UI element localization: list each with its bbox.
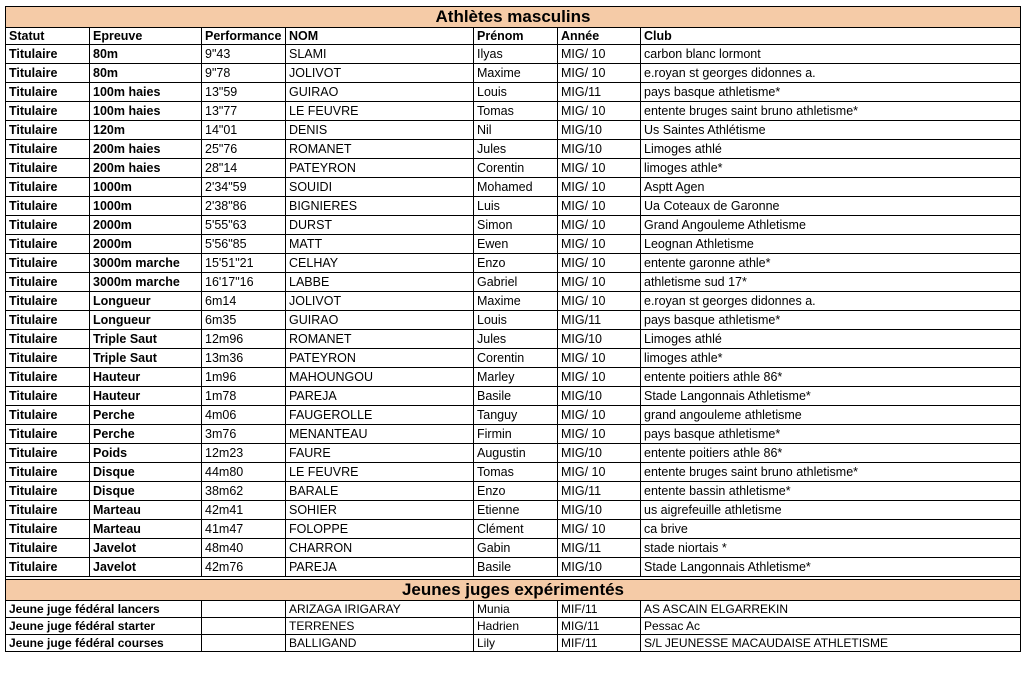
judge-cell-prenom: Hadrien — [474, 618, 558, 635]
judge-row — [6, 601, 1021, 618]
judge-cell-blank — [202, 635, 286, 652]
cell-nom: DENIS — [286, 121, 474, 140]
cell-performance: 14"01 — [202, 121, 286, 140]
cell-prenom: Louis — [474, 83, 558, 102]
cell-epreuve: 120m — [90, 121, 202, 140]
cell-club: pays basque athletisme* — [641, 311, 1021, 330]
athlete-row — [6, 406, 1021, 425]
cell-nom: PATEYRON — [286, 349, 474, 368]
judge-cell-annee: MIF/11 — [558, 601, 641, 618]
cell-epreuve: Marteau — [90, 501, 202, 520]
cell-performance: 2'34"59 — [202, 178, 286, 197]
judges-title: Jeunes juges expérimentés — [6, 580, 1021, 601]
cell-prenom: Tomas — [474, 102, 558, 121]
cell-statut: Titulaire — [6, 558, 90, 577]
cell-epreuve: Perche — [90, 425, 202, 444]
cell-performance: 15'51"21 — [202, 254, 286, 273]
results-sheet — [5, 6, 1021, 652]
cell-performance: 5'56"85 — [202, 235, 286, 254]
athlete-row — [6, 558, 1021, 577]
cell-annee: MIG/10 — [558, 501, 641, 520]
athlete-row — [6, 45, 1021, 64]
cell-nom: LE FEUVRE — [286, 102, 474, 121]
cell-performance: 44m80 — [202, 463, 286, 482]
cell-prenom: Etienne — [474, 501, 558, 520]
judge-row — [6, 618, 1021, 635]
cell-prenom: Firmin — [474, 425, 558, 444]
cell-nom: CHARRON — [286, 539, 474, 558]
cell-annee: MIG/ 10 — [558, 349, 641, 368]
athlete-row — [6, 292, 1021, 311]
cell-nom: SOHIER — [286, 501, 474, 520]
judge-cell-role: Jeune juge fédéral lancers — [6, 601, 202, 618]
cell-prenom: Tanguy — [474, 406, 558, 425]
cell-performance: 38m62 — [202, 482, 286, 501]
cell-performance: 13"77 — [202, 102, 286, 121]
athlete-row — [6, 121, 1021, 140]
cell-club: e.royan st georges didonnes a. — [641, 64, 1021, 83]
athlete-row — [6, 501, 1021, 520]
cell-nom: FOLOPPE — [286, 520, 474, 539]
athlete-row — [6, 254, 1021, 273]
judge-cell-blank — [202, 618, 286, 635]
cell-statut: Titulaire — [6, 482, 90, 501]
athlete-row — [6, 216, 1021, 235]
cell-club: Limoges athlé — [641, 330, 1021, 349]
athlete-row — [6, 311, 1021, 330]
cell-nom: LE FEUVRE — [286, 463, 474, 482]
cell-club: Asptt Agen — [641, 178, 1021, 197]
cell-statut: Titulaire — [6, 83, 90, 102]
cell-prenom: Ilyas — [474, 45, 558, 64]
header-prenom: Prénom — [474, 28, 558, 45]
header-statut: Statut — [6, 28, 90, 45]
cell-club: Us Saintes Athlétisme — [641, 121, 1021, 140]
cell-nom: MATT — [286, 235, 474, 254]
judges-title-row — [6, 580, 1021, 601]
cell-club: pays basque athletisme* — [641, 83, 1021, 102]
cell-epreuve: Marteau — [90, 520, 202, 539]
judge-cell-prenom: Munia — [474, 601, 558, 618]
cell-prenom: Basile — [474, 558, 558, 577]
cell-prenom: Corentin — [474, 349, 558, 368]
cell-statut: Titulaire — [6, 178, 90, 197]
athlete-row — [6, 197, 1021, 216]
cell-nom: CELHAY — [286, 254, 474, 273]
cell-prenom: Gabriel — [474, 273, 558, 292]
cell-annee: MIG/11 — [558, 482, 641, 501]
cell-epreuve: 100m haies — [90, 83, 202, 102]
cell-epreuve: 2000m — [90, 235, 202, 254]
cell-statut: Titulaire — [6, 520, 90, 539]
judge-cell-club: Pessac Ac — [641, 618, 1021, 635]
cell-nom: SLAMI — [286, 45, 474, 64]
cell-annee: MIG/10 — [558, 387, 641, 406]
cell-prenom: Simon — [474, 216, 558, 235]
cell-performance: 42m41 — [202, 501, 286, 520]
cell-performance: 13m36 — [202, 349, 286, 368]
cell-nom: BIGNIERES — [286, 197, 474, 216]
athlete-row — [6, 349, 1021, 368]
cell-club: us aigrefeuille athletisme — [641, 501, 1021, 520]
athlete-row — [6, 463, 1021, 482]
judge-cell-club: AS ASCAIN ELGARREKIN — [641, 601, 1021, 618]
cell-annee: MIG/ 10 — [558, 463, 641, 482]
cell-prenom: Louis — [474, 311, 558, 330]
cell-statut: Titulaire — [6, 311, 90, 330]
cell-nom: BARALE — [286, 482, 474, 501]
cell-prenom: Enzo — [474, 254, 558, 273]
athlete-row — [6, 64, 1021, 83]
cell-performance: 9"78 — [202, 64, 286, 83]
cell-statut: Titulaire — [6, 425, 90, 444]
athletes-table — [5, 6, 1021, 652]
cell-performance: 3m76 — [202, 425, 286, 444]
header-club: Club — [641, 28, 1021, 45]
judge-cell-club: S/L JEUNESSE MACAUDAISE ATHLETISME — [641, 635, 1021, 652]
cell-statut: Titulaire — [6, 387, 90, 406]
athlete-row — [6, 444, 1021, 463]
cell-performance: 12m96 — [202, 330, 286, 349]
cell-epreuve: Disque — [90, 482, 202, 501]
cell-nom: GUIRAO — [286, 83, 474, 102]
cell-statut: Titulaire — [6, 273, 90, 292]
cell-statut: Titulaire — [6, 140, 90, 159]
cell-epreuve: Hauteur — [90, 387, 202, 406]
judge-cell-role: Jeune juge fédéral starter — [6, 618, 202, 635]
cell-prenom: Jules — [474, 330, 558, 349]
cell-prenom: Augustin — [474, 444, 558, 463]
cell-statut: Titulaire — [6, 368, 90, 387]
cell-epreuve: Disque — [90, 463, 202, 482]
cell-epreuve: 3000m marche — [90, 273, 202, 292]
cell-prenom: Mohamed — [474, 178, 558, 197]
cell-club: e.royan st georges didonnes a. — [641, 292, 1021, 311]
cell-nom: GUIRAO — [286, 311, 474, 330]
cell-epreuve: Javelot — [90, 558, 202, 577]
cell-epreuve: 3000m marche — [90, 254, 202, 273]
cell-club: carbon blanc lormont — [641, 45, 1021, 64]
cell-annee: MIG/ 10 — [558, 273, 641, 292]
header-epreuve: Epreuve — [90, 28, 202, 45]
cell-performance: 42m76 — [202, 558, 286, 577]
cell-performance: 1m78 — [202, 387, 286, 406]
cell-club: Limoges athlé — [641, 140, 1021, 159]
cell-epreuve: Poids — [90, 444, 202, 463]
cell-club: limoges athle* — [641, 349, 1021, 368]
cell-annee: MIG/ 10 — [558, 102, 641, 121]
judge-cell-annee: MIG/11 — [558, 618, 641, 635]
cell-club: Grand Angouleme Athletisme — [641, 216, 1021, 235]
title-row — [6, 7, 1021, 28]
cell-club: Leognan Athletisme — [641, 235, 1021, 254]
cell-nom: SOUIDI — [286, 178, 474, 197]
athlete-row — [6, 425, 1021, 444]
cell-nom: FAUGEROLLE — [286, 406, 474, 425]
cell-performance: 2'38"86 — [202, 197, 286, 216]
cell-nom: LABBE — [286, 273, 474, 292]
cell-performance: 1m96 — [202, 368, 286, 387]
cell-statut: Titulaire — [6, 197, 90, 216]
cell-club: Stade Langonnais Athletisme* — [641, 558, 1021, 577]
cell-annee: MIG/ 10 — [558, 368, 641, 387]
header-row — [6, 28, 1021, 45]
cell-annee: MIG/ 10 — [558, 45, 641, 64]
cell-statut: Titulaire — [6, 64, 90, 83]
cell-club: entente bruges saint bruno athletisme* — [641, 102, 1021, 121]
cell-performance: 4m06 — [202, 406, 286, 425]
cell-statut: Titulaire — [6, 444, 90, 463]
athlete-row — [6, 140, 1021, 159]
cell-prenom: Enzo — [474, 482, 558, 501]
judge-cell-role: Jeune juge fédéral courses — [6, 635, 202, 652]
sheet-title: Athlètes masculins — [6, 7, 1021, 28]
athlete-row — [6, 387, 1021, 406]
athlete-row — [6, 368, 1021, 387]
cell-epreuve: Javelot — [90, 539, 202, 558]
athlete-row — [6, 330, 1021, 349]
cell-annee: MIG/10 — [558, 558, 641, 577]
judge-cell-nom: TERRENES — [286, 618, 474, 635]
athlete-row — [6, 178, 1021, 197]
cell-prenom: Maxime — [474, 64, 558, 83]
cell-annee: MIG/10 — [558, 140, 641, 159]
cell-club: stade niortais * — [641, 539, 1021, 558]
cell-epreuve: Triple Saut — [90, 349, 202, 368]
cell-annee: MIG/ 10 — [558, 254, 641, 273]
cell-nom: JOLIVOT — [286, 292, 474, 311]
cell-epreuve: 80m — [90, 45, 202, 64]
cell-club: athletisme sud 17* — [641, 273, 1021, 292]
cell-nom: MENANTEAU — [286, 425, 474, 444]
cell-performance: 28"14 — [202, 159, 286, 178]
cell-epreuve: 1000m — [90, 178, 202, 197]
cell-club: limoges athle* — [641, 159, 1021, 178]
cell-prenom: Tomas — [474, 463, 558, 482]
cell-prenom: Basile — [474, 387, 558, 406]
cell-club: Stade Langonnais Athletisme* — [641, 387, 1021, 406]
cell-epreuve: 200m haies — [90, 159, 202, 178]
cell-epreuve: Hauteur — [90, 368, 202, 387]
cell-nom: JOLIVOT — [286, 64, 474, 83]
header-nom: NOM — [286, 28, 474, 45]
cell-epreuve: 1000m — [90, 197, 202, 216]
cell-statut: Titulaire — [6, 216, 90, 235]
cell-nom: MAHOUNGOU — [286, 368, 474, 387]
cell-annee: MIG/ 10 — [558, 292, 641, 311]
cell-annee: MIG/11 — [558, 539, 641, 558]
cell-annee: MIG/ 10 — [558, 197, 641, 216]
judge-cell-blank — [202, 601, 286, 618]
cell-prenom: Nil — [474, 121, 558, 140]
cell-statut: Titulaire — [6, 45, 90, 64]
cell-nom: ROMANET — [286, 330, 474, 349]
cell-nom: PAREJA — [286, 387, 474, 406]
cell-statut: Titulaire — [6, 463, 90, 482]
athlete-row — [6, 520, 1021, 539]
cell-annee: MIG/ 10 — [558, 216, 641, 235]
cell-performance: 6m14 — [202, 292, 286, 311]
cell-annee: MIG/ 10 — [558, 520, 641, 539]
cell-club: Ua Coteaux de Garonne — [641, 197, 1021, 216]
cell-statut: Titulaire — [6, 406, 90, 425]
cell-prenom: Ewen — [474, 235, 558, 254]
cell-club: pays basque athletisme* — [641, 425, 1021, 444]
cell-prenom: Maxime — [474, 292, 558, 311]
cell-annee: MIG/ 10 — [558, 235, 641, 254]
cell-epreuve: Triple Saut — [90, 330, 202, 349]
cell-prenom: Jules — [474, 140, 558, 159]
cell-performance: 41m47 — [202, 520, 286, 539]
cell-epreuve: 80m — [90, 64, 202, 83]
cell-performance: 13"59 — [202, 83, 286, 102]
cell-epreuve: 2000m — [90, 216, 202, 235]
cell-statut: Titulaire — [6, 121, 90, 140]
cell-statut: Titulaire — [6, 102, 90, 121]
cell-annee: MIG/11 — [558, 311, 641, 330]
cell-annee: MIG/ 10 — [558, 159, 641, 178]
cell-performance: 5'55"63 — [202, 216, 286, 235]
judge-cell-nom: BALLIGAND — [286, 635, 474, 652]
cell-annee: MIG/ 10 — [558, 406, 641, 425]
judge-cell-nom: ARIZAGA IRIGARAY — [286, 601, 474, 618]
cell-prenom: Luis — [474, 197, 558, 216]
athlete-row — [6, 273, 1021, 292]
cell-epreuve: Perche — [90, 406, 202, 425]
cell-nom: PAREJA — [286, 558, 474, 577]
cell-statut: Titulaire — [6, 235, 90, 254]
cell-annee: MIG/10 — [558, 330, 641, 349]
athlete-row — [6, 235, 1021, 254]
cell-nom: DURST — [286, 216, 474, 235]
cell-annee: MIG/10 — [558, 121, 641, 140]
cell-statut: Titulaire — [6, 539, 90, 558]
cell-epreuve: Longueur — [90, 311, 202, 330]
cell-prenom: Clément — [474, 520, 558, 539]
judge-cell-annee: MIF/11 — [558, 635, 641, 652]
athlete-row — [6, 159, 1021, 178]
cell-performance: 25"76 — [202, 140, 286, 159]
cell-statut: Titulaire — [6, 159, 90, 178]
cell-prenom: Gabin — [474, 539, 558, 558]
cell-club: entente bassin athletisme* — [641, 482, 1021, 501]
judge-row — [6, 635, 1021, 652]
cell-statut: Titulaire — [6, 501, 90, 520]
cell-performance: 12m23 — [202, 444, 286, 463]
cell-nom: ROMANET — [286, 140, 474, 159]
cell-statut: Titulaire — [6, 349, 90, 368]
cell-performance: 16'17"16 — [202, 273, 286, 292]
cell-nom: FAURE — [286, 444, 474, 463]
cell-performance: 6m35 — [202, 311, 286, 330]
header-performance: Performance — [202, 28, 286, 45]
cell-statut: Titulaire — [6, 292, 90, 311]
cell-epreuve: Longueur — [90, 292, 202, 311]
cell-epreuve: 200m haies — [90, 140, 202, 159]
cell-club: entente poitiers athle 86* — [641, 444, 1021, 463]
cell-club: grand angouleme athletisme — [641, 406, 1021, 425]
cell-annee: MIG/ 10 — [558, 425, 641, 444]
cell-performance: 9"43 — [202, 45, 286, 64]
cell-club: entente bruges saint bruno athletisme* — [641, 463, 1021, 482]
header-annee: Année — [558, 28, 641, 45]
cell-statut: Titulaire — [6, 330, 90, 349]
cell-nom: PATEYRON — [286, 159, 474, 178]
cell-club: entente garonne athle* — [641, 254, 1021, 273]
cell-annee: MIG/ 10 — [558, 178, 641, 197]
cell-club: ca brive — [641, 520, 1021, 539]
cell-prenom: Marley — [474, 368, 558, 387]
cell-performance: 48m40 — [202, 539, 286, 558]
cell-statut: Titulaire — [6, 254, 90, 273]
athlete-row — [6, 539, 1021, 558]
cell-annee: MIG/10 — [558, 444, 641, 463]
athlete-row — [6, 482, 1021, 501]
cell-annee: MIG/ 10 — [558, 64, 641, 83]
athlete-row — [6, 83, 1021, 102]
cell-epreuve: 100m haies — [90, 102, 202, 121]
cell-club: entente poitiers athle 86* — [641, 368, 1021, 387]
cell-annee: MIG/11 — [558, 83, 641, 102]
athlete-row — [6, 102, 1021, 121]
judge-cell-prenom: Lily — [474, 635, 558, 652]
cell-prenom: Corentin — [474, 159, 558, 178]
